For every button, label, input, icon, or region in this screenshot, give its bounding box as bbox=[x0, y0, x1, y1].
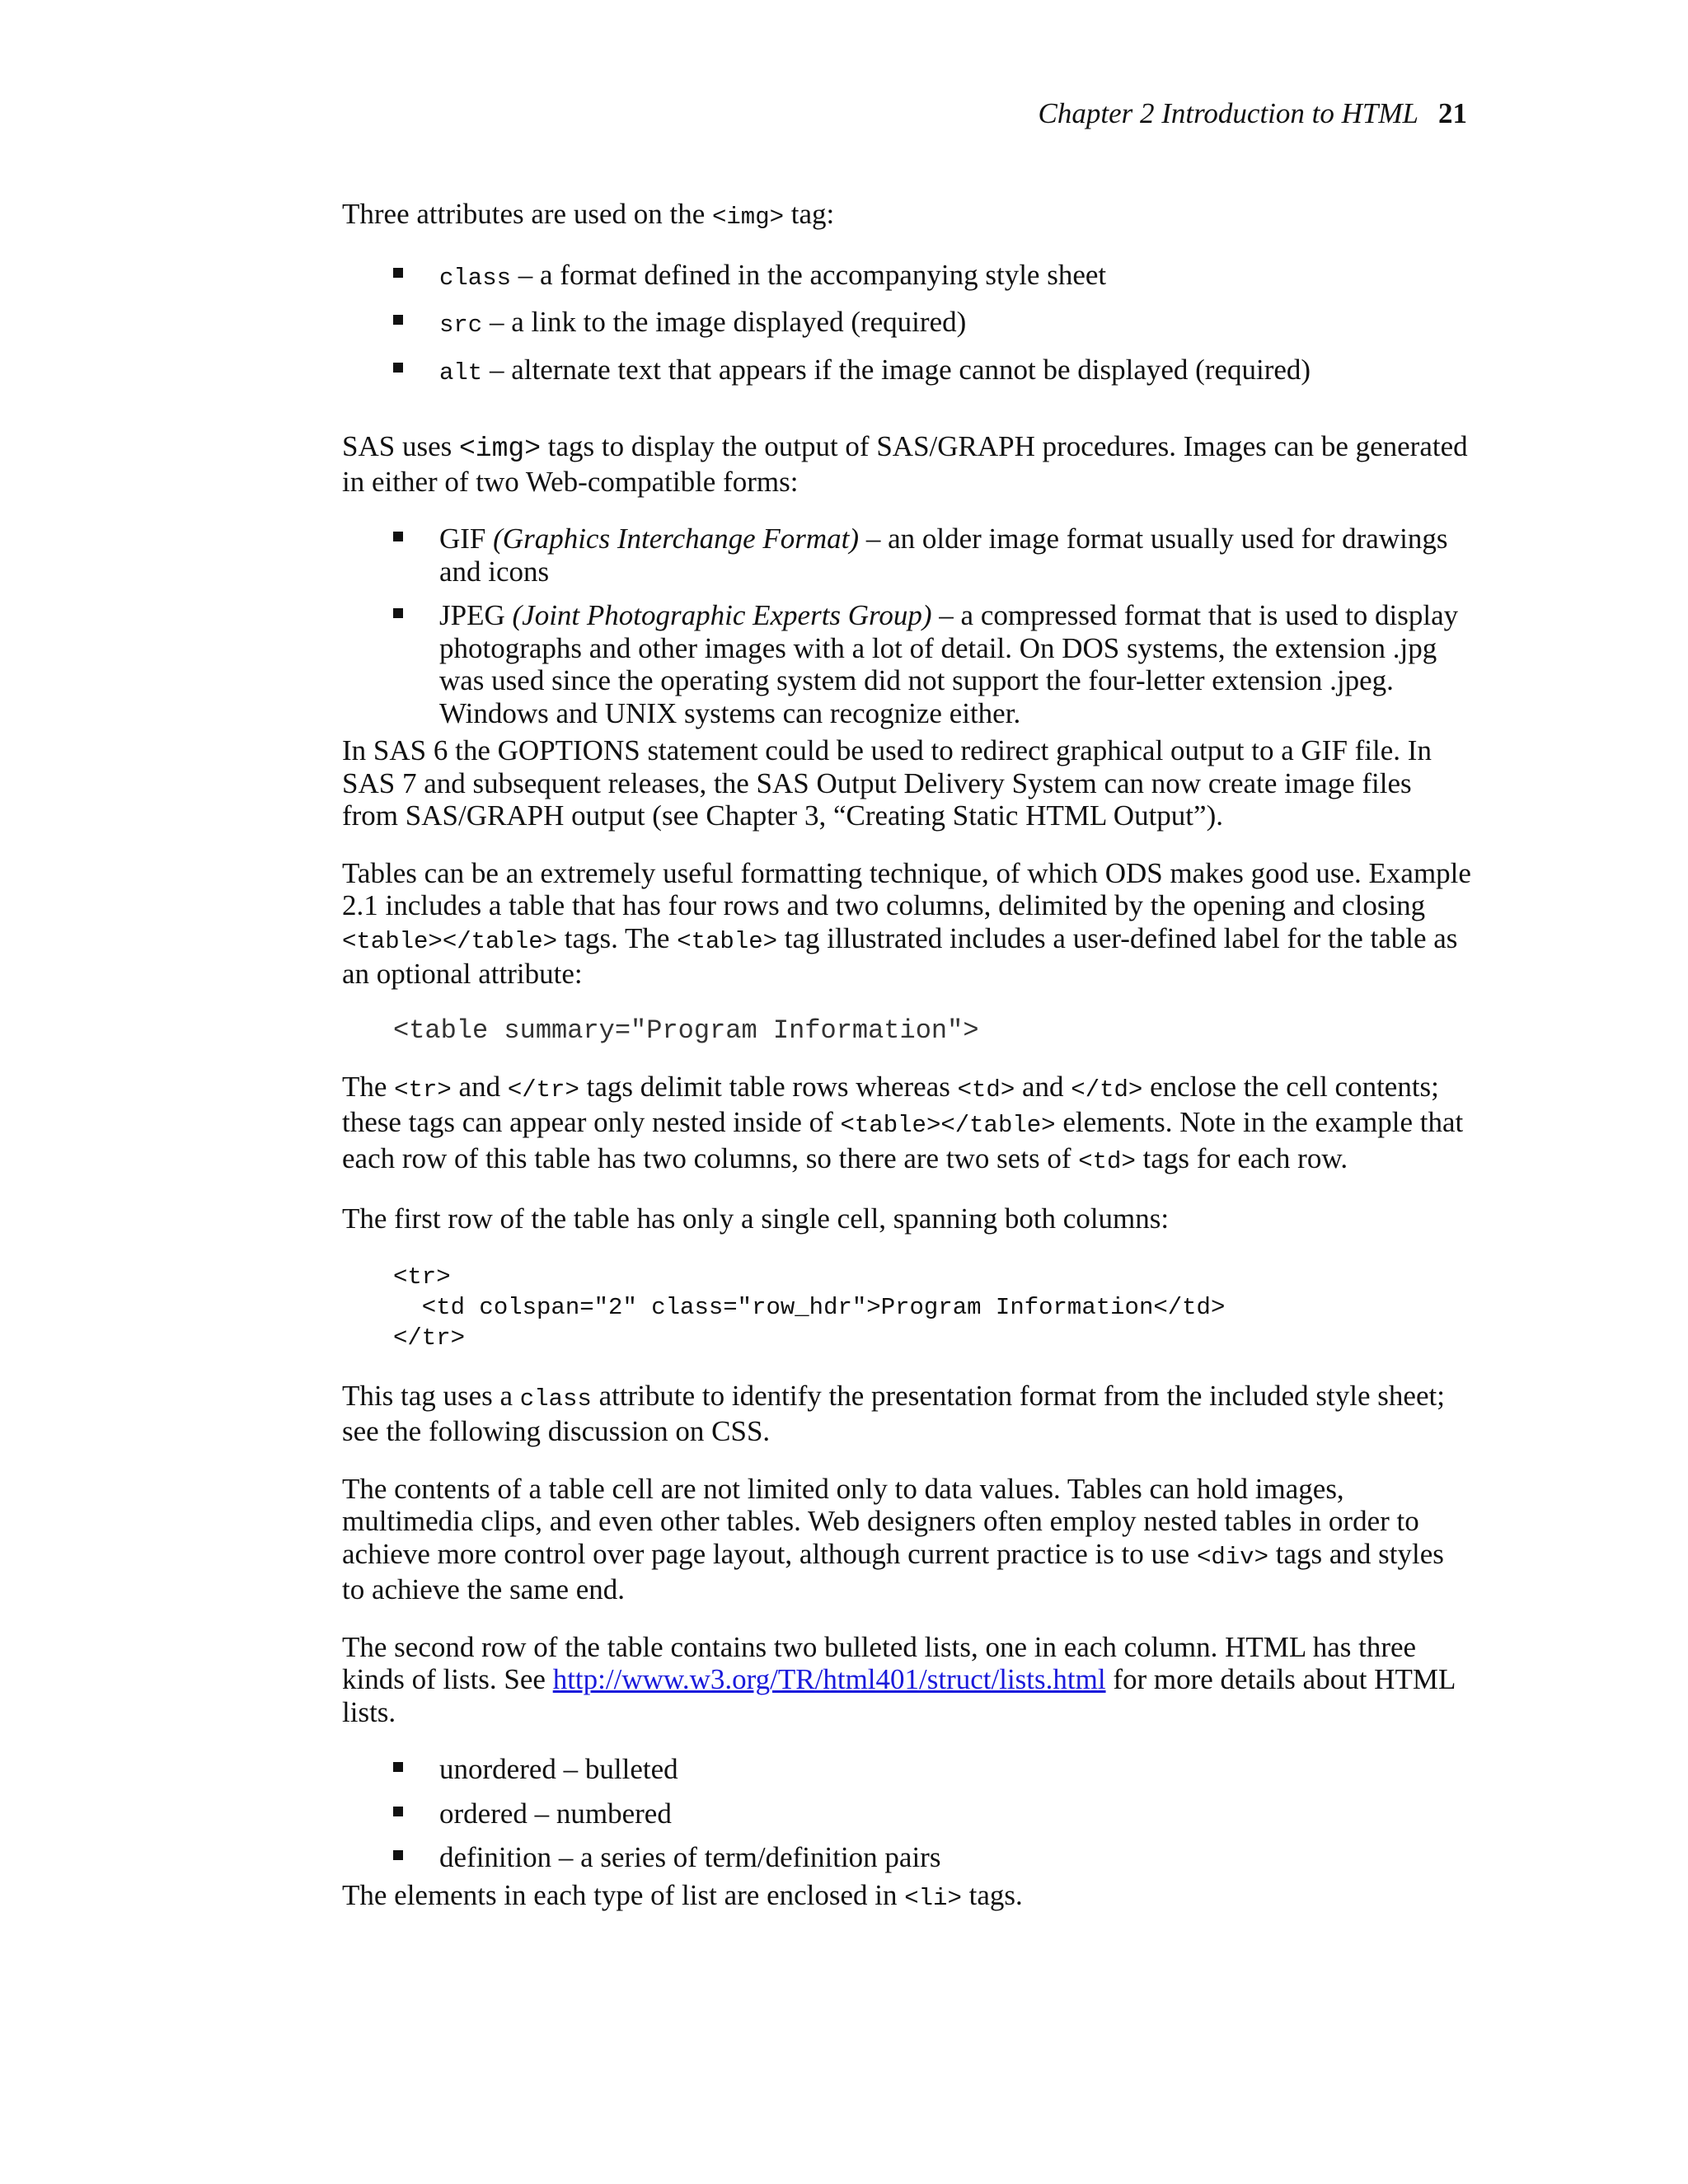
text: tags and styles to achieve the same end. bbox=[342, 1537, 1444, 1605]
list-kinds bbox=[342, 1753, 1471, 1874]
text: tag: bbox=[784, 198, 835, 230]
text: tags for each row. bbox=[1135, 1141, 1348, 1174]
list-item bbox=[342, 1797, 1471, 1830]
text: tag illustrated includes a user-defined label for the table as an optional attribute: bbox=[342, 921, 1458, 990]
text: – a format defined in the accompanying style sheet bbox=[511, 258, 1107, 291]
inline-code: <tr> bbox=[394, 1076, 452, 1104]
list-item bbox=[342, 306, 1471, 342]
inline-code: <td> bbox=[1078, 1147, 1136, 1175]
w3c-lists-link[interactable]: http://www.w3.org/TR/html401/struct/lists.html bbox=[552, 1663, 1106, 1695]
text: tags to display the output of SAS/GRAPH procedures. Images can be generated in either of two Web-compatible forms: bbox=[342, 430, 1468, 498]
list-item bbox=[342, 354, 1471, 390]
bullet-icon bbox=[393, 608, 403, 618]
text: (Joint Photographic Experts Group) bbox=[512, 599, 932, 631]
chapter-title: Chapter 2 Introduction to HTML bbox=[1038, 97, 1418, 129]
inline-code: <td> bbox=[957, 1076, 1015, 1104]
inline-code: alt bbox=[439, 359, 483, 387]
inline-code: <table></table> bbox=[342, 927, 558, 955]
bullet-icon bbox=[393, 268, 403, 278]
paragraph: In SAS 6 the GOPTIONS statement could be used to redirect graphical output to a GIF file. In SAS 7 and subsequent releases, the SAS Output Delivery System can now create image files from SAS/GRAPH output (see Chapter 3, “Creating Static HTML Output”). bbox=[342, 734, 1432, 832]
bullet-icon bbox=[393, 1762, 403, 1772]
paragraph bbox=[342, 857, 1471, 991]
text: – an older image format usually used for drawings and icons bbox=[439, 523, 1448, 588]
text: definition – a series of term/definition pairs bbox=[439, 1841, 941, 1873]
text: The bbox=[342, 1070, 395, 1103]
text: – a link to the image displayed (required) bbox=[482, 306, 967, 338]
text: GIF bbox=[439, 523, 494, 555]
text: Three attributes are used on the bbox=[342, 198, 712, 230]
inline-code: <table> bbox=[677, 927, 778, 955]
running-header bbox=[1039, 97, 1468, 130]
inline-code: <table></table> bbox=[840, 1112, 1056, 1139]
text: and bbox=[1015, 1070, 1071, 1103]
text: – alternate text that appears if the image cannot be displayed (required) bbox=[482, 353, 1311, 386]
inline-code: <img> bbox=[458, 434, 542, 464]
text: This tag uses a bbox=[342, 1379, 520, 1412]
bullet-icon bbox=[393, 363, 403, 373]
text: tags delimit table rows whereas bbox=[579, 1070, 958, 1103]
list-item bbox=[342, 1841, 1471, 1874]
text: The contents of a table cell are not limited only to data values. Tables can hold images, multimedia clips, and even other tables. Web designers often employ nested tables in order to achieve more control over page layout, although current practice is to use bbox=[342, 1472, 1419, 1570]
text: The second row of the table contains two bulleted lists, one in each column. HTML has three kinds of lists. See bbox=[342, 1630, 1417, 1695]
body-text bbox=[342, 198, 1471, 1915]
bullet-icon bbox=[393, 1850, 403, 1860]
text: and bbox=[451, 1070, 508, 1103]
inline-code: <img> bbox=[711, 204, 784, 231]
text: unordered – bulleted bbox=[439, 1753, 678, 1785]
image-format-list bbox=[342, 523, 1471, 729]
list-item bbox=[342, 523, 1471, 588]
text: for more details about HTML lists. bbox=[342, 1663, 1456, 1728]
text: – a compressed format that is used to display photographs and other images with a lot of detail. On DOS systems, the extension .jpg was used since the operating system did not support the four-letter extension .jpeg. Windows and UNIX systems can recognize either. bbox=[439, 599, 1459, 729]
text: attribute to identify the presentation format from the included style sheet; see the following discussion on CSS. bbox=[342, 1379, 1445, 1447]
inline-code: class bbox=[519, 1385, 592, 1413]
text: The elements in each type of list are enclosed in bbox=[342, 1878, 905, 1911]
paragraph bbox=[342, 430, 1471, 498]
img-attribute-list bbox=[342, 259, 1471, 390]
bullet-icon bbox=[393, 315, 403, 325]
list-item bbox=[342, 599, 1471, 729]
text: tags. The bbox=[557, 921, 678, 954]
list-item bbox=[342, 259, 1471, 295]
paragraph bbox=[342, 1473, 1471, 1606]
page-number: 21 bbox=[1438, 97, 1467, 129]
text: (Graphics Interchange Format) bbox=[493, 523, 860, 555]
inline-code: <div> bbox=[1196, 1543, 1268, 1571]
paragraph bbox=[342, 1071, 1471, 1179]
paragraph: The first row of the table has only a single cell, spanning both columns: bbox=[342, 1202, 1170, 1235]
inline-code: class bbox=[439, 264, 512, 292]
code-block: <table summary="Program Information"> bbox=[393, 1015, 979, 1046]
text: tags. bbox=[961, 1878, 1023, 1911]
text: elements. Note in the example that each row of this table has two columns, so there are two sets of bbox=[342, 1106, 1464, 1174]
inline-code: </td> bbox=[1071, 1076, 1143, 1104]
inline-code: src bbox=[439, 312, 483, 339]
bullet-icon bbox=[393, 1807, 403, 1816]
inline-code: <li> bbox=[904, 1884, 962, 1912]
paragraph bbox=[342, 198, 1471, 234]
text: enclose the cell contents; these tags can appear only nested inside of bbox=[342, 1070, 1439, 1138]
paragraph bbox=[342, 1380, 1471, 1448]
list-item bbox=[342, 1753, 1471, 1786]
text: Tables can be an extremely useful formatting technique, of which ODS makes good use. Example 2.1 includes a table that has four rows and two columns, delimited by the opening and closing bbox=[342, 856, 1471, 921]
paragraph bbox=[342, 1631, 1471, 1729]
code-block: <tr> <td colspan="2" class="row_hdr">Program Information</td> </tr> bbox=[393, 1263, 1226, 1352]
inline-code: </tr> bbox=[507, 1076, 579, 1104]
text: JPEG bbox=[439, 599, 513, 631]
text: SAS uses bbox=[342, 430, 459, 462]
text: ordered – numbered bbox=[439, 1797, 672, 1830]
bullet-icon bbox=[393, 532, 403, 541]
paragraph bbox=[342, 1879, 1471, 1915]
